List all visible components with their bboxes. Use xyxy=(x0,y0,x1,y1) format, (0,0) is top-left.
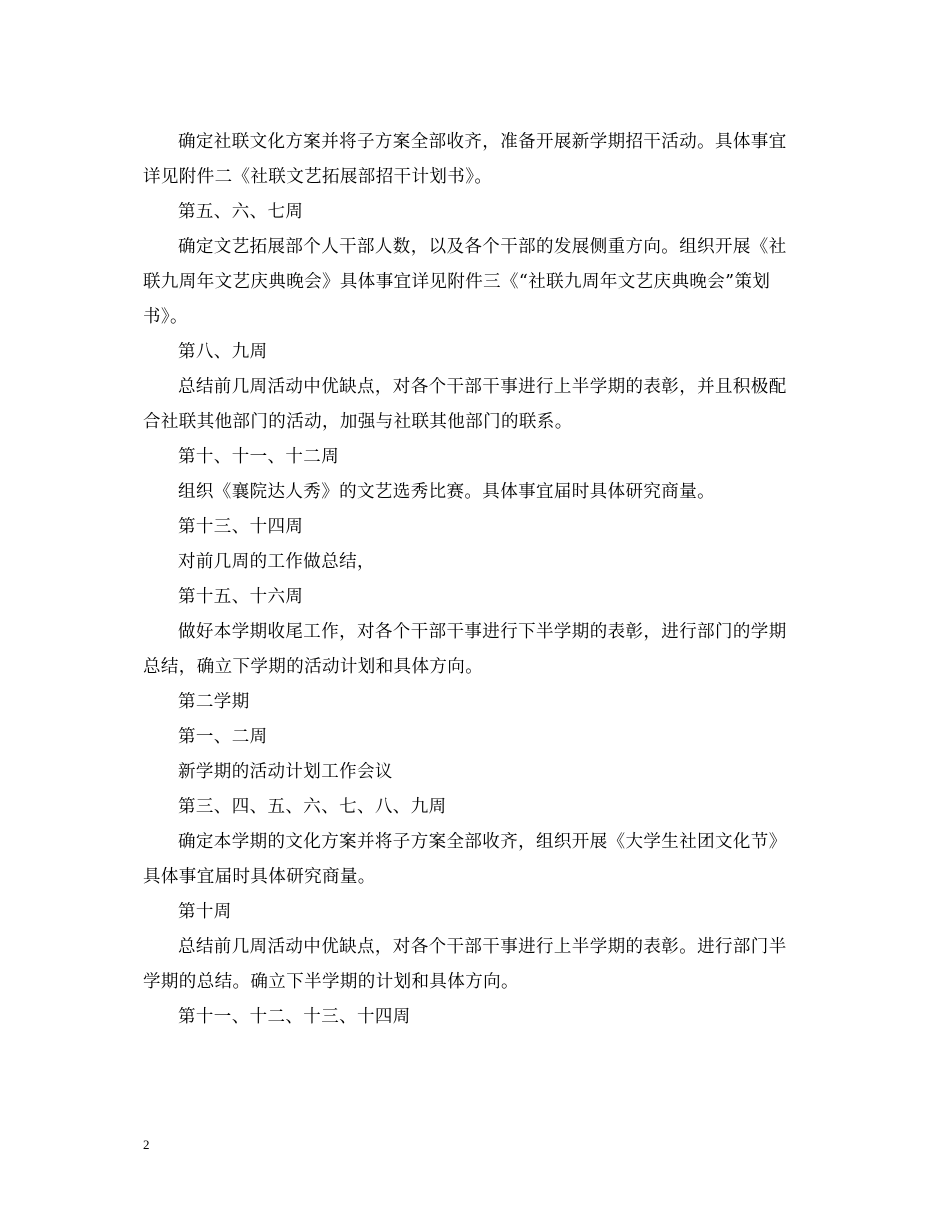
week-heading: 第五、六、七周 xyxy=(178,202,304,222)
page-number: 2 xyxy=(143,1137,150,1152)
week-heading: 第三、四、五、六、七、八、九周 xyxy=(178,797,447,817)
week-heading: 第十周 xyxy=(178,902,232,922)
paragraph: 确定文艺拓展部个人干部人数，以及各个干部的发展侧重方向。组织开展《社联九周年文艺庆典晚会》具体事宜详见附件三《“社联九周年文艺庆典晚会”策划书》。 xyxy=(143,237,787,327)
paragraph: 总结前几周活动中优缺点，对各个干部干事进行上半学期的表彰，并且积极配合社联其他部门的活动，加强与社联其他部门的联系。 xyxy=(143,377,787,432)
paragraph: 总结前几周活动中优缺点，对各个干部干事进行上半学期的表彰。进行部门半学期的总结。确立下半学期的计划和具体方向。 xyxy=(143,937,787,992)
paragraph: 对前几周的工作做总结， xyxy=(178,552,375,572)
paragraph: 新学期的活动计划工作会议 xyxy=(178,762,393,782)
paragraph: 确定本学期的文化方案并将子方案全部收齐，组织开展《大学生社团文化节》具体事宜届时具体研究商量。 xyxy=(143,832,787,887)
semester-heading: 第二学期 xyxy=(178,692,250,712)
week-heading: 第十、十一、十二周 xyxy=(178,447,340,467)
week-heading: 第八、九周 xyxy=(178,342,268,362)
paragraph: 确定社联文化方案并将子方案全部收齐，准备开展新学期招干活动。具体事宜详见附件二《社联文艺拓展部招干计划书》。 xyxy=(143,132,787,187)
paragraph: 组织《襄院达人秀》的文艺选秀比赛。具体事宜届时具体研究商量。 xyxy=(178,482,715,502)
week-heading: 第十三、十四周 xyxy=(178,517,304,537)
week-heading: 第十五、十六周 xyxy=(178,587,304,607)
document-body xyxy=(143,125,803,1035)
week-heading: 第一、二周 xyxy=(178,727,268,747)
paragraph: 做好本学期收尾工作，对各个干部干事进行下半学期的表彰，进行部门的学期总结，确立下学期的活动计划和具体方向。 xyxy=(143,622,787,677)
week-heading: 第十一、十二、十三、十四周 xyxy=(178,1007,411,1027)
